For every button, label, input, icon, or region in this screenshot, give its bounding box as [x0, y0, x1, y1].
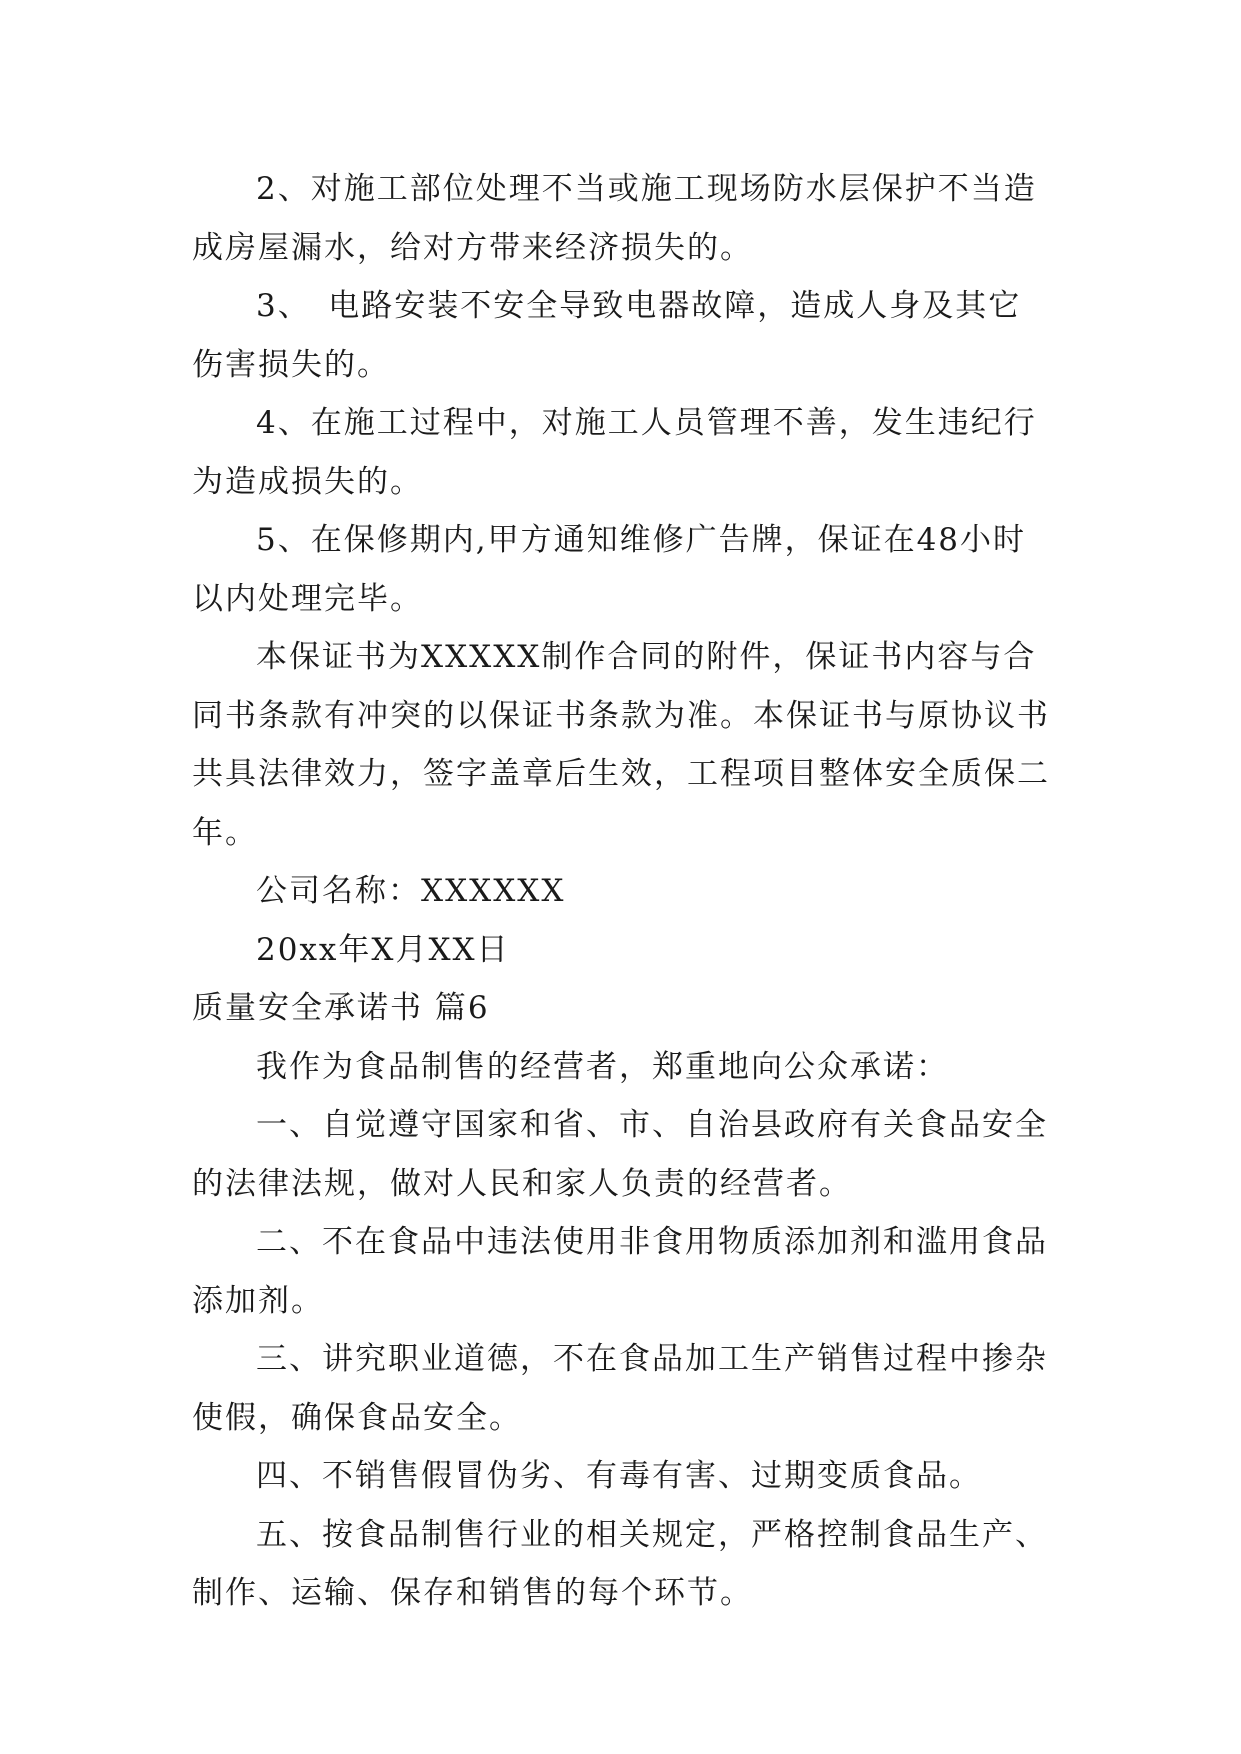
paragraph-pledge-5: 五、按食品制售行业的相关规定，严格控制食品生产、制作、运输、保存和销售的每个环节。	[192, 1516, 1048, 1611]
paragraph-clause-3: 3、 电路安装不安全导致电器故障，造成人身及其它伤害损失的。	[192, 288, 1022, 383]
paragraph-pledge-2: 二、不在食品中违法使用非食用物质添加剂和滥用食品添加剂。	[192, 1224, 1048, 1319]
paragraph-clause-5: 5、在保修期内,甲方通知维修广告牌，保证在48小时以内处理完毕。	[192, 522, 1027, 617]
paragraph-pledge-4: 四、不销售假冒伪劣、有毒有害、过期变质食品。	[256, 1458, 982, 1494]
section-heading: 质量安全承诺书 篇6	[192, 990, 490, 1026]
paragraph-intro: 我作为食品制售的经营者，郑重地向公众承诺：	[256, 1048, 949, 1085]
company-name-line: 公司名称：XXXXXX	[256, 873, 566, 909]
paragraph-pledge-3: 三、讲究职业道德，不在食品加工生产销售过程中掺杂使假，确保食品安全。	[192, 1341, 1048, 1436]
document-body	[192, 160, 1052, 1623]
paragraph-pledge-1: 一、自觉遵守国家和省、市、自治县政府有关食品安全的法律法规，做对人民和家人负责的经营者。	[192, 1107, 1048, 1202]
paragraph-attachment-note: 本保证书为XXXXX制作合同的附件，保证书内容与合同书条款有冲突的以保证书条款为准。本保证书与原协议书共具法律效力，签字盖章后生效，工程项目整体安全质保二年。	[192, 639, 1050, 851]
paragraph-clause-2: 2、对施工部位处理不当或施工现场防水层保护不当造成房屋漏水，给对方带来经济损失的。	[192, 171, 1037, 266]
date-line: 20xx年X月XX日	[256, 931, 510, 968]
paragraph-clause-4: 4、在施工过程中，对施工人员管理不善，发生违纪行为造成损失的。	[192, 405, 1037, 500]
